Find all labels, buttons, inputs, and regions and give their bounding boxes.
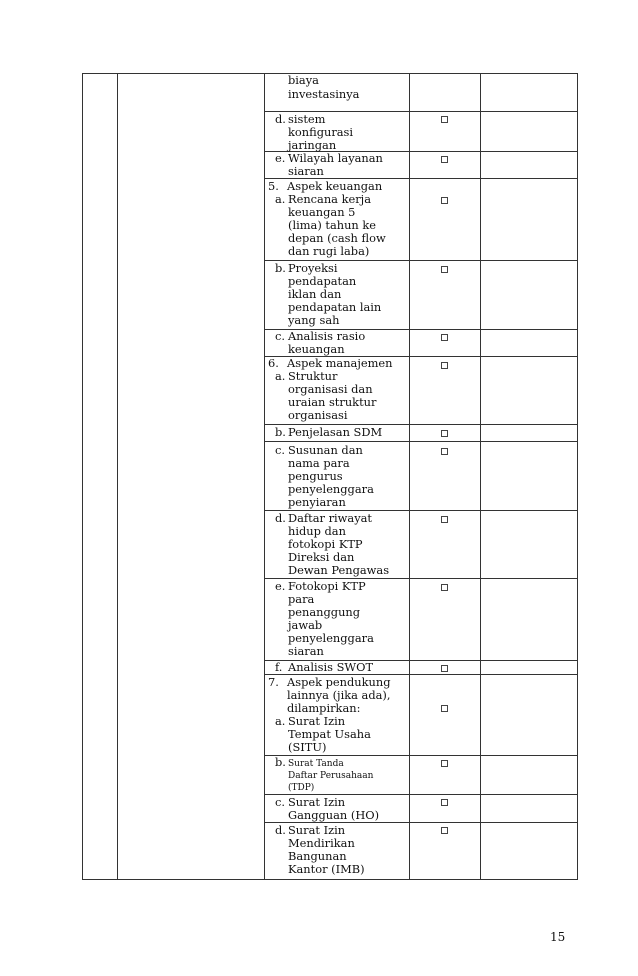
item-text-line: penyiaran [288, 495, 346, 509]
item-marker: d. [275, 112, 286, 126]
item-text-line: Proyeksi [288, 261, 338, 275]
item-text-line: pendapatan lain [288, 300, 382, 314]
item-text-line: Kantor (IMB) [288, 862, 365, 876]
item-text-line: penanggung [288, 605, 361, 619]
item-text-line: Gangguan (HO) [288, 808, 380, 822]
table-border-bottom [82, 879, 578, 880]
checkbox[interactable] [441, 362, 448, 369]
item-marker: a. [275, 714, 286, 728]
page-number: 15 [550, 930, 566, 944]
item-marker: d. [275, 823, 286, 837]
item-marker: c. [275, 795, 286, 809]
item-text-line: organisasi dan [288, 382, 373, 396]
checkbox[interactable] [441, 448, 448, 455]
checkbox[interactable] [441, 156, 448, 163]
item-text-line: para [288, 592, 315, 606]
item-text-line: fotokopi KTP [288, 537, 363, 551]
item-text-line: Daftar riwayat [288, 511, 373, 525]
item-marker: e. [275, 579, 286, 593]
item-text-line: Daftar Perusahaan [288, 771, 374, 781]
item-text-line: dan rugi laba) [288, 244, 370, 258]
item-text-line: Rencana kerja [288, 192, 371, 206]
checkbox[interactable] [441, 760, 448, 767]
column-divider-3 [409, 73, 410, 880]
section-heading: Aspek manajemen [287, 356, 393, 370]
item-text-line: Dewan Pengawas [288, 563, 390, 577]
item-text-line: iklan dan [288, 287, 342, 301]
item-text-line: penyelenggara [288, 631, 374, 645]
item-text-line: Tempat Usaha [288, 727, 371, 741]
row-divider [264, 441, 578, 442]
item-text-line: Analisis SWOT [288, 660, 374, 674]
table-border-left [82, 73, 83, 880]
item-marker: a. [275, 369, 286, 383]
column-divider-1 [117, 73, 118, 880]
item-text-line: siaran [288, 164, 324, 178]
item-text-line: Analisis rasio [288, 329, 366, 343]
item-marker: c. [275, 443, 286, 457]
item-text-line: organisasi [288, 408, 348, 422]
item-text-line: siaran [288, 644, 324, 658]
item-marker: b. [275, 261, 286, 275]
checkbox[interactable] [441, 516, 448, 523]
checkbox[interactable] [441, 584, 448, 591]
item-marker: b. [275, 755, 286, 769]
column-divider-2 [264, 73, 265, 880]
item-text-line: Mendirikan [288, 836, 355, 850]
item-text-line: jaringan [288, 138, 337, 152]
section-marker: 7. [268, 675, 279, 689]
table-border-right [577, 73, 578, 880]
checkbox[interactable] [441, 334, 448, 341]
section-heading: dilampirkan: [287, 701, 361, 715]
item-text-line: keuangan [288, 342, 345, 356]
checkbox[interactable] [441, 430, 448, 437]
item-text-line: Penjelasan SDM [288, 425, 383, 439]
item-text-line: yang sah [288, 313, 340, 327]
section-marker: 5. [268, 179, 279, 193]
table-border-top [82, 73, 578, 74]
section-heading: Aspek keuangan [287, 179, 383, 193]
item-text-line: jawab [288, 618, 323, 632]
item-text-line: investasinya [288, 87, 360, 101]
item-text-line: keuangan 5 [288, 205, 356, 219]
item-text-line: penyelenggara [288, 482, 374, 496]
item-text-line: Wilayah layanan [288, 151, 383, 165]
item-text-line: biaya [288, 73, 319, 87]
item-marker: a. [275, 192, 286, 206]
item-text-line: Fotokopi KTP [288, 579, 366, 593]
item-marker: b. [275, 425, 286, 439]
item-text-line: Direksi dan [288, 550, 355, 564]
column-divider-4 [480, 73, 481, 880]
item-text-line: Surat Izin [288, 714, 346, 728]
row-divider [264, 755, 578, 756]
section-heading: Aspek pendukung [287, 675, 391, 689]
checkbox[interactable] [441, 799, 448, 806]
item-text-line: (lima) tahun ke [288, 218, 377, 232]
item-text-line: Struktur [288, 369, 338, 383]
item-text-line: Surat Izin [288, 795, 346, 809]
checkbox[interactable] [441, 266, 448, 273]
item-text-line: pendapatan [288, 274, 357, 288]
item-text-line: (TDP) [288, 783, 315, 793]
item-text-line: nama para [288, 456, 350, 470]
item-text-line: sistem [288, 112, 326, 126]
item-marker: d. [275, 511, 286, 525]
section-marker: 6. [268, 356, 279, 370]
item-text-line: Surat Izin [288, 823, 346, 837]
checkbox[interactable] [441, 116, 448, 123]
item-text-line: konfigurasi [288, 125, 354, 139]
item-text-line: (SITU) [288, 740, 327, 754]
checkbox[interactable] [441, 705, 448, 712]
item-text-line: Surat Tanda [288, 759, 344, 769]
checkbox[interactable] [441, 665, 448, 672]
item-text-line: uraian struktur [288, 395, 377, 409]
item-marker: e. [275, 151, 286, 165]
item-text-line: pengurus [288, 469, 343, 483]
item-text-line: Susunan dan [288, 443, 363, 457]
item-text-line: hidup dan [288, 524, 346, 538]
section-heading: lainnya (jika ada), [287, 688, 391, 702]
item-marker: f. [275, 660, 283, 674]
checkbox[interactable] [441, 197, 448, 204]
item-marker: c. [275, 329, 286, 343]
checkbox[interactable] [441, 827, 448, 834]
item-text-line: Bangunan [288, 849, 347, 863]
item-text-line: depan (cash flow [288, 231, 386, 245]
